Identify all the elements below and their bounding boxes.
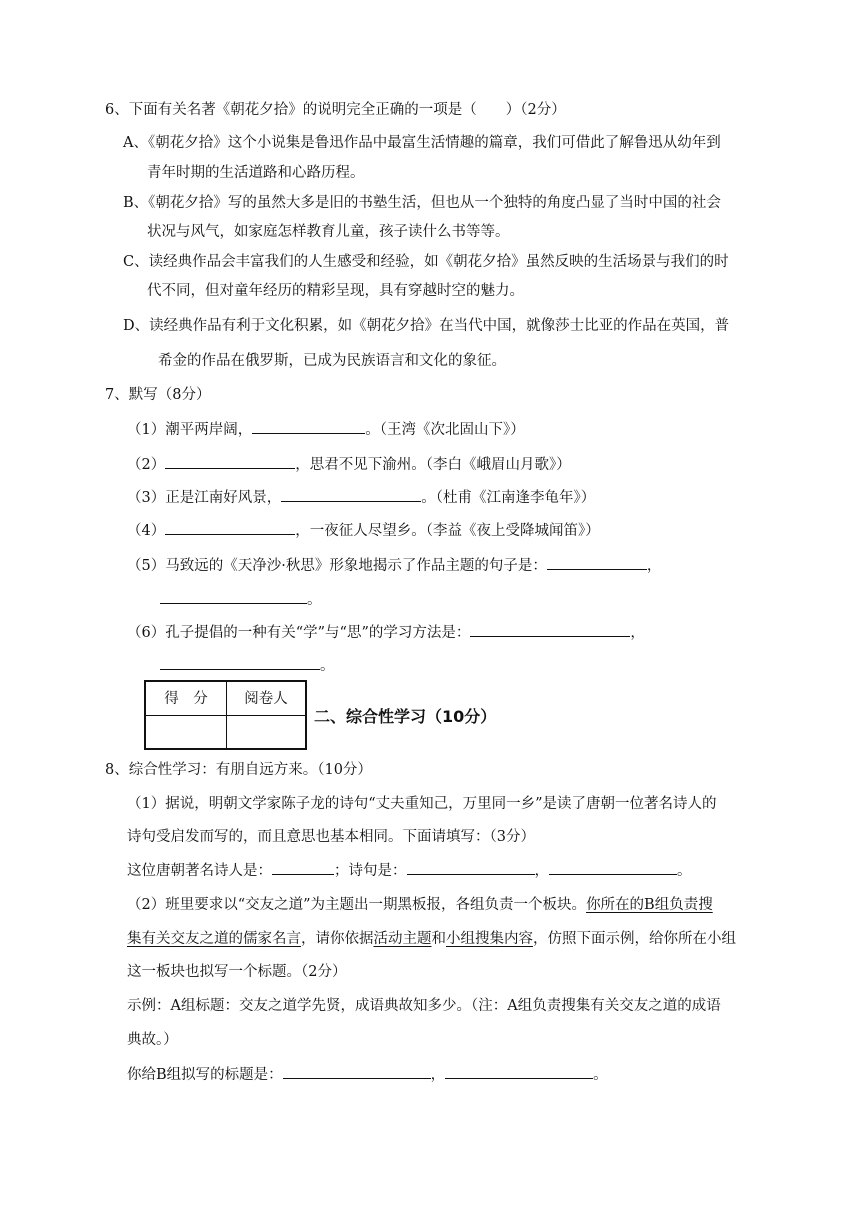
q7-item-4 [127, 520, 600, 541]
q8-example-line2: 典故。） [127, 1032, 178, 1048]
q6-option-d-line2: 希金的作品在俄罗斯，已成为民族语言和文化的象征。 [158, 353, 506, 369]
q6-option-c-line1: C、读经典作品会丰富我们的人生感受和经验，如《朝花夕拾》虽然反映的生活场景与我们的时 [123, 254, 729, 270]
score-header: 得 分 [164, 691, 208, 707]
q7-item-1-suffix: 。（王湾《次北固山下》） [365, 422, 525, 438]
q8-stem: 8、综合性学习：有朋自远方来。（10分） [105, 762, 372, 778]
q7-item-5-period: 。 [307, 592, 322, 608]
verse-comma: ， [534, 863, 549, 879]
q8-part2-underlined-group: 小组搜集内容 [446, 931, 533, 947]
verse-period: 。 [677, 863, 692, 879]
poet-label: 这位唐朝著名诗人是： [127, 863, 272, 879]
score-input-cell[interactable] [148, 718, 224, 748]
q7-item-3-prefix: （3）正是江南好风景， [127, 490, 282, 506]
verse-label: ；诗句是： [334, 863, 407, 879]
section-2-title: 二、综合性学习（10分） [314, 707, 497, 726]
q7-item-6-blank-2[interactable] [160, 655, 320, 670]
q6-option-b-line2: 状况与风气，如家庭怎样教育儿童，孩子读什么书等等。 [147, 224, 510, 240]
q6-option-a-line1: A、《朝花夕拾》这个小说集是鲁迅作品中最富生活情趣的篇章，我们可借此了解鲁迅从幼年到 [123, 135, 721, 151]
q7-item-4-suffix: ，一夜征人尽望乡。（李益《夜上受降城闻笛》） [295, 523, 600, 539]
q8-part2-text-c: ，仿照下面示例，给你所在小组 [533, 931, 736, 947]
q7-stem: 7、默写（8分） [105, 387, 211, 403]
q7-item-6-period: 。 [320, 658, 335, 674]
q7-item-1-prefix: （1）潮平两岸阔， [127, 422, 253, 438]
grader-header: 阅卷人 [244, 691, 288, 707]
q8-part2-underlined-a: 你所在的B组负责搜 [586, 897, 713, 913]
q7-item-2-suffix: ，思君不见下渝州。（李白《峨眉山月歌》） [295, 457, 571, 473]
q8-part2-line1 [127, 895, 713, 915]
poet-blank[interactable] [272, 860, 334, 875]
q7-item-3-suffix: 。（杜甫《江南逢李龟年》） [421, 490, 596, 506]
q8-part2-line2 [127, 929, 736, 949]
q7-item-5-blank-2[interactable] [160, 589, 307, 604]
score-table [144, 680, 307, 750]
q6-option-d-line1: D、读经典作品有利于文化积累，如《朝花夕拾》在当代中国，就像莎士比亚的作品在英国，普 [123, 318, 730, 334]
q6-option-b-line1: B、《朝花夕拾》写的虽然大多是旧的书塾生活，但也从一个独特的角度凸显了当时中国的社会 [123, 195, 721, 211]
answer-blank-2[interactable] [445, 1064, 593, 1079]
q7-item-5-prefix: （5）马致远的《天净沙·秋思》形象地揭示了作品主题的句子是： [127, 558, 547, 574]
q7-item-6-prefix: （6）孔子提倡的一种有关“学”与“思”的学习方法是： [127, 625, 471, 641]
q8-part1-line1: （1）据说，明朝文学家陈子龙的诗句“丈夫重知己，万里同一乡”是读了唐朝一位著名诗人的 [127, 796, 717, 812]
q7-item-6-blank-1[interactable] [470, 622, 630, 637]
answer-comma: ， [430, 1067, 446, 1083]
verse-blank-2[interactable] [549, 860, 677, 875]
q8-part2-text-b: ，请你依据 [301, 931, 374, 947]
q7-item-3-blank[interactable] [281, 487, 421, 502]
q8-part2-underlined-b: 集有关交友之道的儒家名言 [127, 931, 301, 947]
q7-item-2-blank[interactable] [165, 454, 295, 469]
q7-item-6-line2 [160, 655, 335, 676]
q6-stem: 6、下面有关名著《朝花夕拾》的说明完全正确的一项是（ ）（2分） [105, 102, 566, 118]
answer-period: 。 [593, 1067, 608, 1083]
q7-item-6-comma: ， [630, 625, 645, 641]
q7-item-4-blank[interactable] [165, 520, 295, 535]
q8-part2-text-a: （2）班里要求以“交友之道”为主题出一期黑板报，各组负责一个板块。 [127, 897, 587, 913]
q7-item-5-blank-1[interactable] [547, 555, 647, 570]
q8-example-line1: 示例：A组标题：交友之道学先贤，成语典故知多少。（注：A组负责搜集有关交友之道的成语 [127, 998, 721, 1014]
q8-answer-line [127, 1064, 608, 1085]
q7-item-5-line1 [127, 555, 661, 576]
q8-part2-text-and: 和 [431, 931, 446, 947]
grader-input-cell[interactable] [229, 718, 305, 748]
q7-item-5-line2 [160, 589, 322, 610]
q8-part1-line2: 诗句受启发而写的，而且意思也基本相同。下面请填写：（3分） [127, 829, 535, 845]
q7-item-3 [127, 487, 595, 508]
q7-item-1-blank[interactable] [252, 419, 365, 434]
q6-option-a-line2: 青年时期的生活道路和心路历程。 [147, 165, 365, 181]
answer-label: 你给B组拟写的标题是： [127, 1067, 283, 1083]
q7-item-2 [127, 454, 571, 475]
q7-item-6-line1 [127, 622, 645, 643]
q7-item-1 [127, 419, 525, 440]
q6-option-c-line2: 代不同，但对童年经历的精彩呈现，具有穿越时空的魅力。 [147, 283, 524, 299]
q7-item-5-comma: ， [646, 558, 662, 574]
q8-part2-line3: 这一板块也拟写一个标题。（2分） [127, 964, 347, 980]
q8-part1-fill [127, 860, 692, 881]
verse-blank-1[interactable] [407, 860, 535, 875]
q7-item-2-prefix: （2） [127, 457, 166, 473]
q7-item-4-prefix: （4） [127, 523, 166, 539]
q8-part2-underlined-topic: 活动主题 [373, 931, 432, 947]
answer-blank-1[interactable] [283, 1064, 431, 1079]
